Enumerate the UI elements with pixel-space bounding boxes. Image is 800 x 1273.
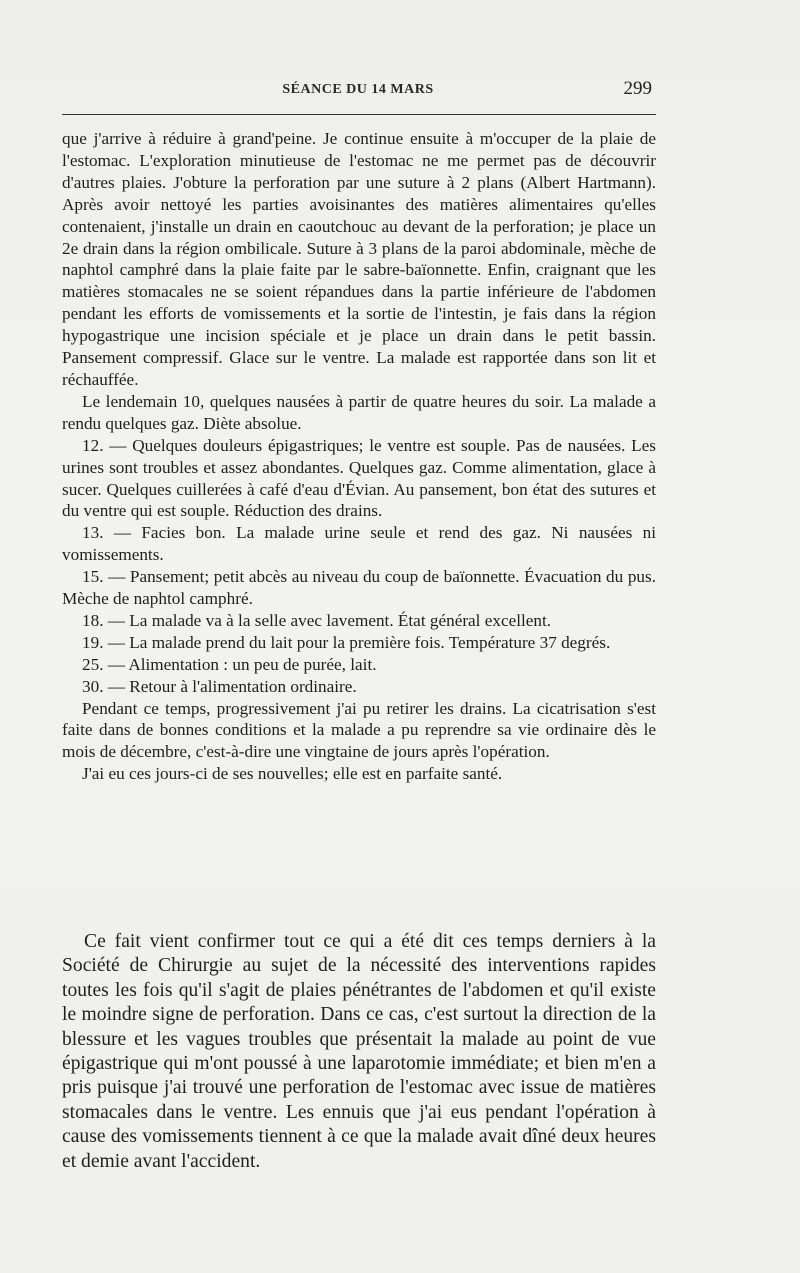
commentary <box>62 930 656 1174</box>
case-paragraph-9: 30. — Retour à l'alimentation ordinaire. <box>82 676 357 696</box>
case-report <box>62 128 656 785</box>
case-paragraph-4: 13. — Facies bon. La malade urine seule et rend des gaz. Ni nausées ni vomissements. <box>62 523 656 565</box>
case-paragraph-8: 25. — Alimentation : un peu de purée, lait. <box>82 654 377 674</box>
case-paragraph-2: Le lendemain 10, quelques nausées à partir de quatre heures du soir. La malade a rendu quelques gaz. Diète absolue. <box>62 391 656 433</box>
case-paragraph-5: 15. — Pansement; petit abcès au niveau du coup de baïonnette. Évacuation du pus. Mèche de naphtol camphré. <box>62 567 656 609</box>
commentary-paragraph: Ce fait vient confirmer tout ce qui a été dit ces temps derniers à la Société de Chirurgie au sujet de la nécessité des interventions rapides toutes les fois qu'il s'agit de plaies pénétrantes de l'abdomen et qu'il existe le moindre signe de perforation. Dans ce cas, c'est surtout la direction de la blessure et les vagues troubles que présentait la malade au point de vue épigastrique qui m'ont poussé à une laparotomie immédiate; et bien m'en a pris puisque j'ai trouvé une perforation de l'estomac avec issue de matières stomacales dans le ventre. Les ennuis que j'ai eus pendant l'opération à cause des vomissements tiennent à ce que la malade avait dîné deux heures et demie avant l'accident. <box>62 931 656 1172</box>
page-header <box>62 76 654 104</box>
running-title: SÉANCE DU 14 MARS <box>282 82 434 97</box>
case-paragraph-10: Pendant ce temps, progressivement j'ai pu retirer les drains. La cicatrisation s'est faite dans de bonnes conditions et la malade a pu reprendre sa vie ordinaire dès le mois de décembre, c'est-à-dire une vingtaine de jours après l'opération. <box>62 698 656 762</box>
case-paragraph-1: que j'arrive à réduire à grand'peine. Je continue ensuite à m'occuper de la plaie de l'estomac. L'exploration minutieuse de l'estomac ne me permet pas de découvrir d'autres plaies. J'obture la perforation par une suture à 2 plans (Albert Hartmann). Après avoir nettoyé les parties avoisinantes des matières alimentaires qu'elles contenaient, j'installe un drain en caoutchouc au devant de la perforation; je place un 2e drain dans la région ombilicale. Suture à 3 plans de la paroi abdominale, mèche de naphtol camphré dans la plaie faite par le sabre-baïonnette. Enfin, craignant que les matières stomacales ne se soient répandues dans la partie inférieure de l'abdomen pendant les efforts de vomissements et la sortie de l'intestin, je fais dans la région hypogastrique une incision spéciale et je place un drain dans le petit bassin. Pansement compressif. Glace sur le ventre. La malade est rapportée dans son lit et réchauffée. <box>62 129 656 389</box>
case-paragraph-3: 12. — Quelques douleurs épigastriques; le ventre est souple. Pas de nausées. Les urines sont troubles et assez abondantes. Quelques gaz. Comme alimentation, glace à sucer. Quelques cuillerées à café d'eau d'Évian. Au pansement, bon état des sutures et du ventre qui est souple. Réduction des drains. <box>62 435 656 521</box>
case-paragraph-11: J'ai eu ces jours-ci de ses nouvelles; elle est en parfaite santé. <box>82 764 503 784</box>
header-rule <box>62 114 656 115</box>
case-paragraph-7: 19. — La malade prend du lait pour la première fois. Température 37 degrés. <box>82 632 611 652</box>
case-paragraph-6: 18. — La malade va à la selle avec lavement. État général excellent. <box>82 610 552 630</box>
page-number: 299 <box>623 78 652 99</box>
